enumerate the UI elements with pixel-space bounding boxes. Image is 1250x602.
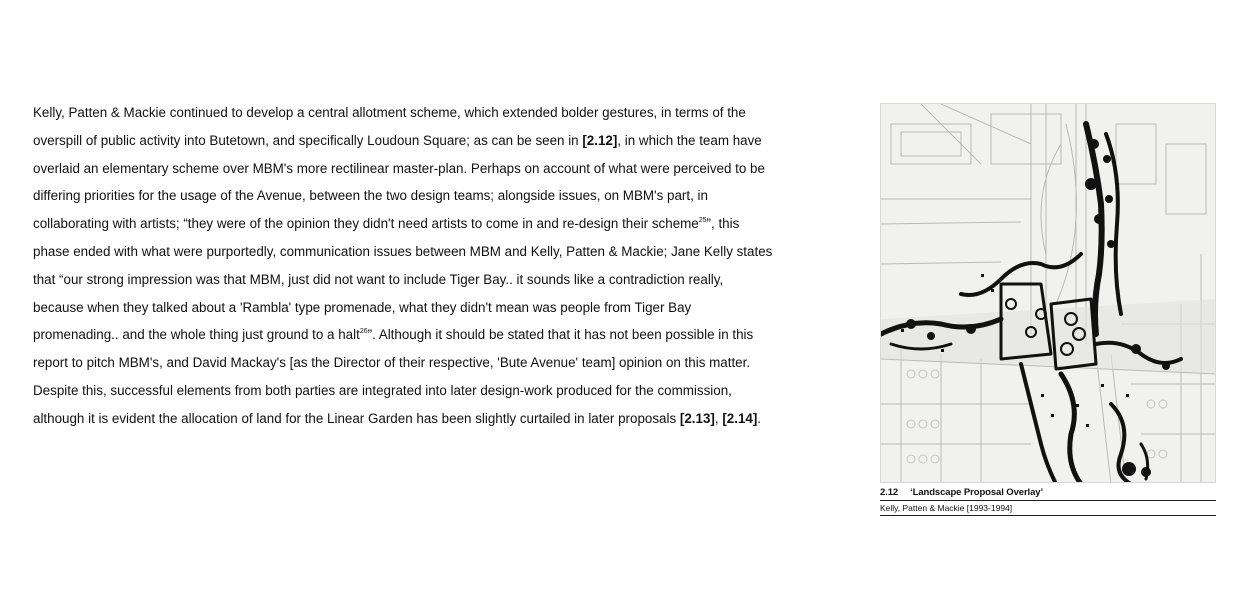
body-line: ”. Although it should be stated that it has not been possible in this bbox=[367, 327, 754, 343]
body-line: ”, this bbox=[706, 216, 740, 232]
body-line: overlaid an elementary scheme over MBM's more rectilinear master-plan. Perhaps on account of what were perceived to be bbox=[33, 160, 765, 176]
figure-number: 2.12 bbox=[880, 487, 899, 498]
body-line: Kelly, Patten & Mackie continued to develop a central allotment scheme, which extended bolder gestures, in terms of the bbox=[33, 105, 746, 120]
body-line: differing priorities for the usage of the Avenue, between the two design teams; alongside issues, on MBM's part, in bbox=[33, 188, 708, 204]
footnote-marker: 26 bbox=[359, 328, 368, 336]
body-line: overspill of public activity into Butetown, and specifically Loudoun Square; as can be seen in bbox=[33, 132, 583, 148]
body-line: report to pitch MBM's, and David Mackay's [as the Director of their respective, 'Bute Avenue' team] opinion on this matter. bbox=[33, 355, 751, 371]
sentence-end: . bbox=[757, 410, 762, 426]
body-line: that “our strong impression was that MBM, just did not want to include Tiger Bay.. it sounds like a contradiction really, bbox=[33, 271, 724, 287]
body-line: , in which the team have bbox=[617, 132, 762, 148]
body-line: collaborating with artists; “they were of the opinion they didn't need artists to come in and re-design their scheme bbox=[33, 216, 699, 232]
body-line: because when they talked about a 'Rambla' type promenade, what they didn't mean was people from Tiger Bay bbox=[33, 299, 692, 315]
figure-title: ‘Landscape Proposal Overlay’ bbox=[910, 487, 1043, 498]
plan-drawing bbox=[881, 104, 1216, 483]
figure-reference: [2.13] bbox=[679, 410, 715, 426]
footnote-marker: 25 bbox=[698, 217, 707, 225]
body-line: promenading.. and the whole thing just ground to a halt bbox=[33, 327, 360, 343]
figure-reference: [2.12] bbox=[582, 132, 618, 148]
body-line: although it is evident the allocation of land for the Linear Garden has been slightly curtailed in later proposals bbox=[33, 410, 680, 426]
figure-reference: [2.14] bbox=[722, 410, 758, 426]
figure-caption-credit: Kelly, Patten & Mackie [1993-1994] bbox=[880, 503, 1216, 516]
reference-separator: , bbox=[714, 410, 723, 426]
figure-image-landscape-overlay bbox=[880, 103, 1216, 483]
body-line: phase ended with what were purportedly, communication issues between MBM and Kelly, Patten & Mackie; Jane Kelly states bbox=[33, 243, 773, 259]
figure-caption-title bbox=[880, 487, 1216, 501]
body-line: Despite this, successful elements from both parties are integrated into later design-work produced for the commission, bbox=[33, 382, 732, 398]
body-paragraph bbox=[33, 99, 823, 433]
